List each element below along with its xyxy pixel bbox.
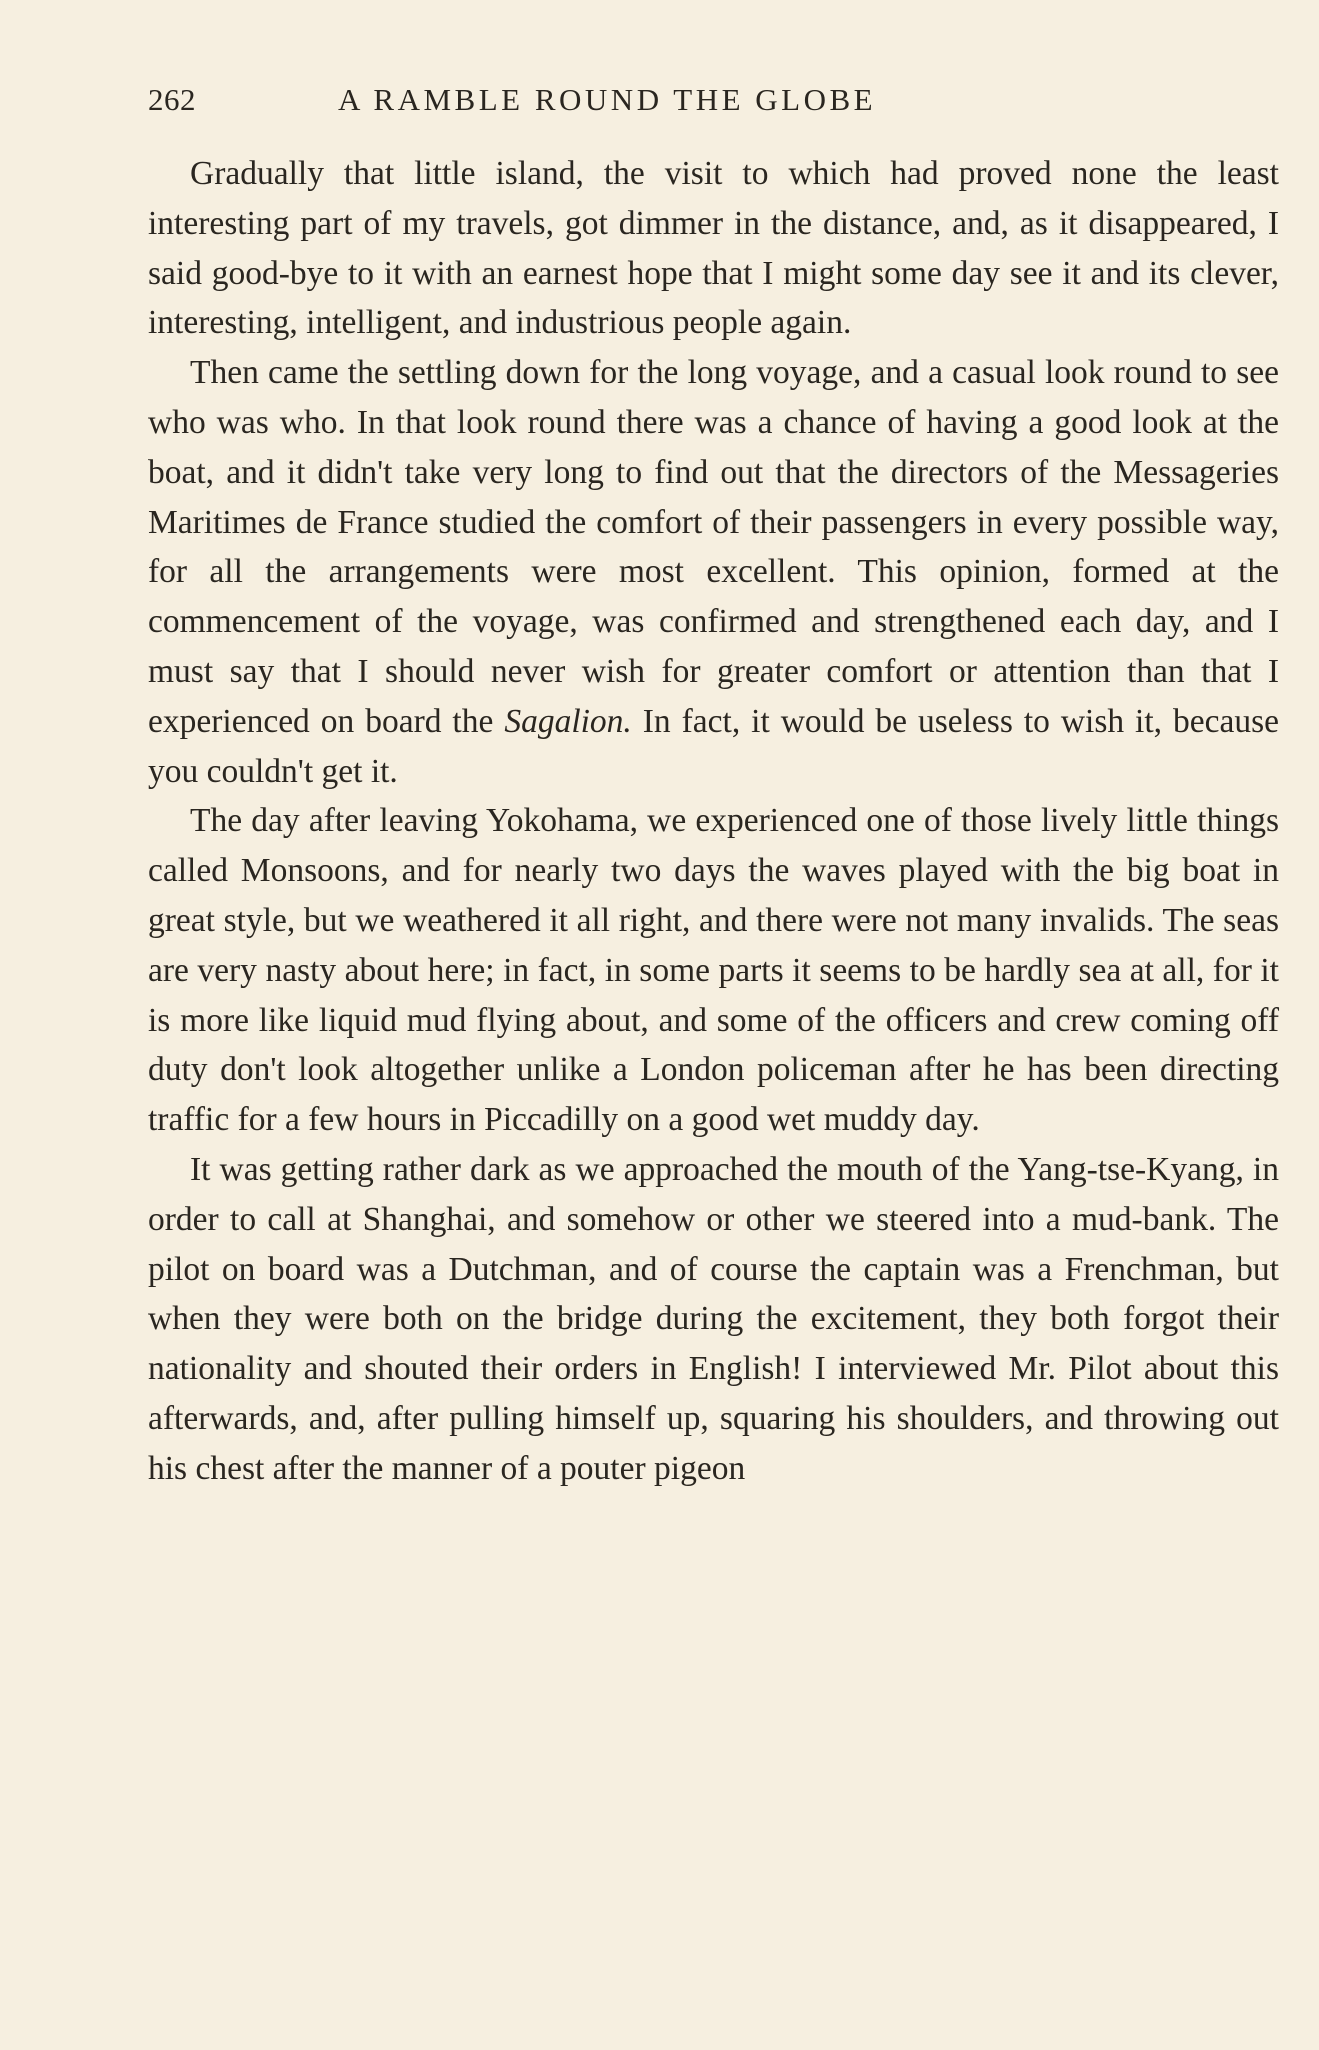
body-text [148,149,1279,1494]
paragraph-2 [148,348,1279,796]
running-head [148,78,1279,122]
page-number: 262 [148,82,196,117]
paragraph-3: The day after leaving Yokohama, we experienced one of those lively little things called Monsoons, and for nearly two days the waves played with the big boat in great style, but we weathered it all right, and there were not many invalids. The seas are very nasty about here; in fact, in some parts it seems to be hardly sea at all, for it is more like liquid mud flying about, and some of the officers and crew coming off duty don't look altogether unlike a London policeman after he has been directing traffic for a few hours in Piccadilly on a good wet muddy day. [148,802,1279,1139]
paragraph-1: Gradually that little island, the visit to which had proved none the least interesting part of my travels, got dimmer in the distance, and, as it disappeared, I said good-bye to it with an earnest hope that I might some day see it and its clever, interesting, intelligent, and industrious people again. [148,155,1279,342]
paragraph-2-part-2: In fact, it would be useless to wish it, because you couldn't get it. [148,702,1280,790]
ship-name: Sagalion. [504,702,632,740]
book-title: A RAMBLE ROUND THE GLOBE [338,82,877,117]
paragraph-4: It was getting rather dark as we approached the mouth of the Yang-tse-Kyang, in order to call at Shanghai, and somehow or other we steered into a mud-bank. The pilot on board was a Dutchman, and of course the captain was a Frenchman, but when they were both on the bridge during the excitement, they both forgot their nationality and shouted their orders in English! I interviewed Mr. Pilot about this afterwards, and, after pulling himself up, squaring his shoulders, and throwing out his chest after the manner of a pouter pigeon [148,1150,1279,1487]
paragraph-2-part-1: Then came the settling down for the long voyage, and a casual look round to see who was who. In that look round there was a chance of having a good look at the boat, and it didn't take very long to find out that the directors of the Messageries Maritimes de France studied the comfort of their passengers in every possible way, for all the arrangements were most excellent. This opinion, formed at the commencement of the voyage, was confirmed and strengthened each day, and I must say that I should never wish for greater comfort or attention than that I experienced on board the [148,354,1279,740]
